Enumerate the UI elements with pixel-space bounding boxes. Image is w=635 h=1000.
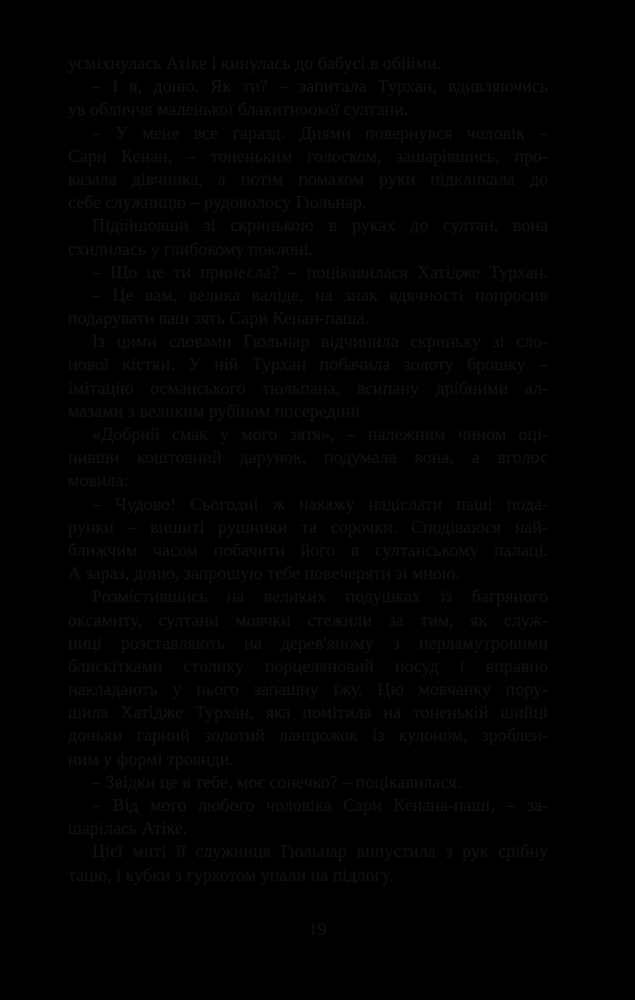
- text-line: нивши коштовний дарунок, подумала вона, а вголос: [68, 447, 548, 468]
- text-line: накладають у нього запашну їжу. Цю мовчанку пору-: [68, 679, 548, 700]
- text-line: Підійшовши зі скринькою в руках до султан, вона: [92, 215, 548, 236]
- text-line: імітацію османського тюльпана, всипану дрібними ал-: [68, 377, 548, 398]
- text-line: оксамиту, султани мовчки стежили за тим, як служ-: [68, 609, 548, 630]
- text-line: подарувати ваш зять Сари Кенан-паша.: [68, 308, 370, 329]
- text-line: шила Хатідже Турхан, яка помітила на тоненькій шийці: [68, 702, 548, 723]
- text-line: схилилась у глибокому поклоні.: [68, 238, 314, 259]
- text-line: нової кістки. У ній Турхан побачила золоту брошку –: [68, 354, 548, 375]
- text-line: ближчим часом побачити його в султанському палаці.: [68, 539, 548, 560]
- text-line: мовила:: [68, 470, 129, 491]
- text-line: – Чудово! Сьогодні ж накажу надіслати паші пода-: [92, 493, 548, 514]
- page-number: 19: [308, 919, 327, 939]
- text-line: себе служницю – рудоволосу Гюльнар.: [68, 192, 367, 213]
- text-line: – І я, доню. Як ти? – запитала Турхан, вдивляючись: [92, 76, 548, 97]
- text-line: доньки гарний золотий ланцюжок із кулоном, зроблен-: [68, 725, 548, 746]
- text-line: А зараз, доню, запрошую тебе повечеряти зі мною.: [68, 563, 460, 584]
- text-line: Цієї миті її служниця Гюльнар випустила з рук срібну: [92, 841, 548, 862]
- text-line: ув обличчя маленької блакитноокої султани.: [68, 99, 409, 120]
- text-line: ним у формі троянди.: [68, 748, 234, 769]
- text-line: Розмістившись на великих подушках із багряного: [92, 586, 548, 607]
- text-line: блискітками столику порцеляновий посуд і вправно: [68, 655, 548, 676]
- text-line: Сари Кенан, – тоненьким голоском, зашарівшись, про-: [68, 145, 548, 166]
- text-line: рунки – вишиті рушники та сорочки. Сподіваюся най-: [68, 516, 548, 537]
- text-line: – Що це ти принесла? – поцікавилася Хатідже Турхан.: [92, 261, 548, 282]
- text-line: – Це вам, велика валіде, на знак вдячності попросив: [92, 284, 548, 305]
- text-line: – Звідки це в тебе, моє сонечко? – поцікавилася.: [92, 771, 462, 792]
- text-line: шарілась Атіке.: [68, 818, 188, 839]
- text-line: усміхнулась Атіке і кинулась до бабусі в обійми.: [68, 53, 442, 73]
- text-line: ниці розставляють на дерев'яному з перламутровими: [68, 632, 548, 653]
- text-line: мазами з великим рубіном посередині.: [68, 400, 365, 421]
- body-text: [68, 52, 548, 887]
- text-line: «Добрий смак у мого зятя», – належним чином оці-: [92, 424, 548, 444]
- text-line: – Від мого любого чоловіка Сари Кенана-паші, – за-: [92, 795, 548, 815]
- text-line: тацю, і кубки з гуркотом упали на підлогу.: [68, 864, 394, 885]
- text-line: казала дівчинка, а потім помахом руки підкликала до: [68, 168, 548, 189]
- text-line: Із цими словами Гюльнар відчинила скриньку зі сло-: [92, 331, 548, 352]
- text-line: – У мене все гаразд. Днями повернувся чоловік –: [92, 122, 548, 143]
